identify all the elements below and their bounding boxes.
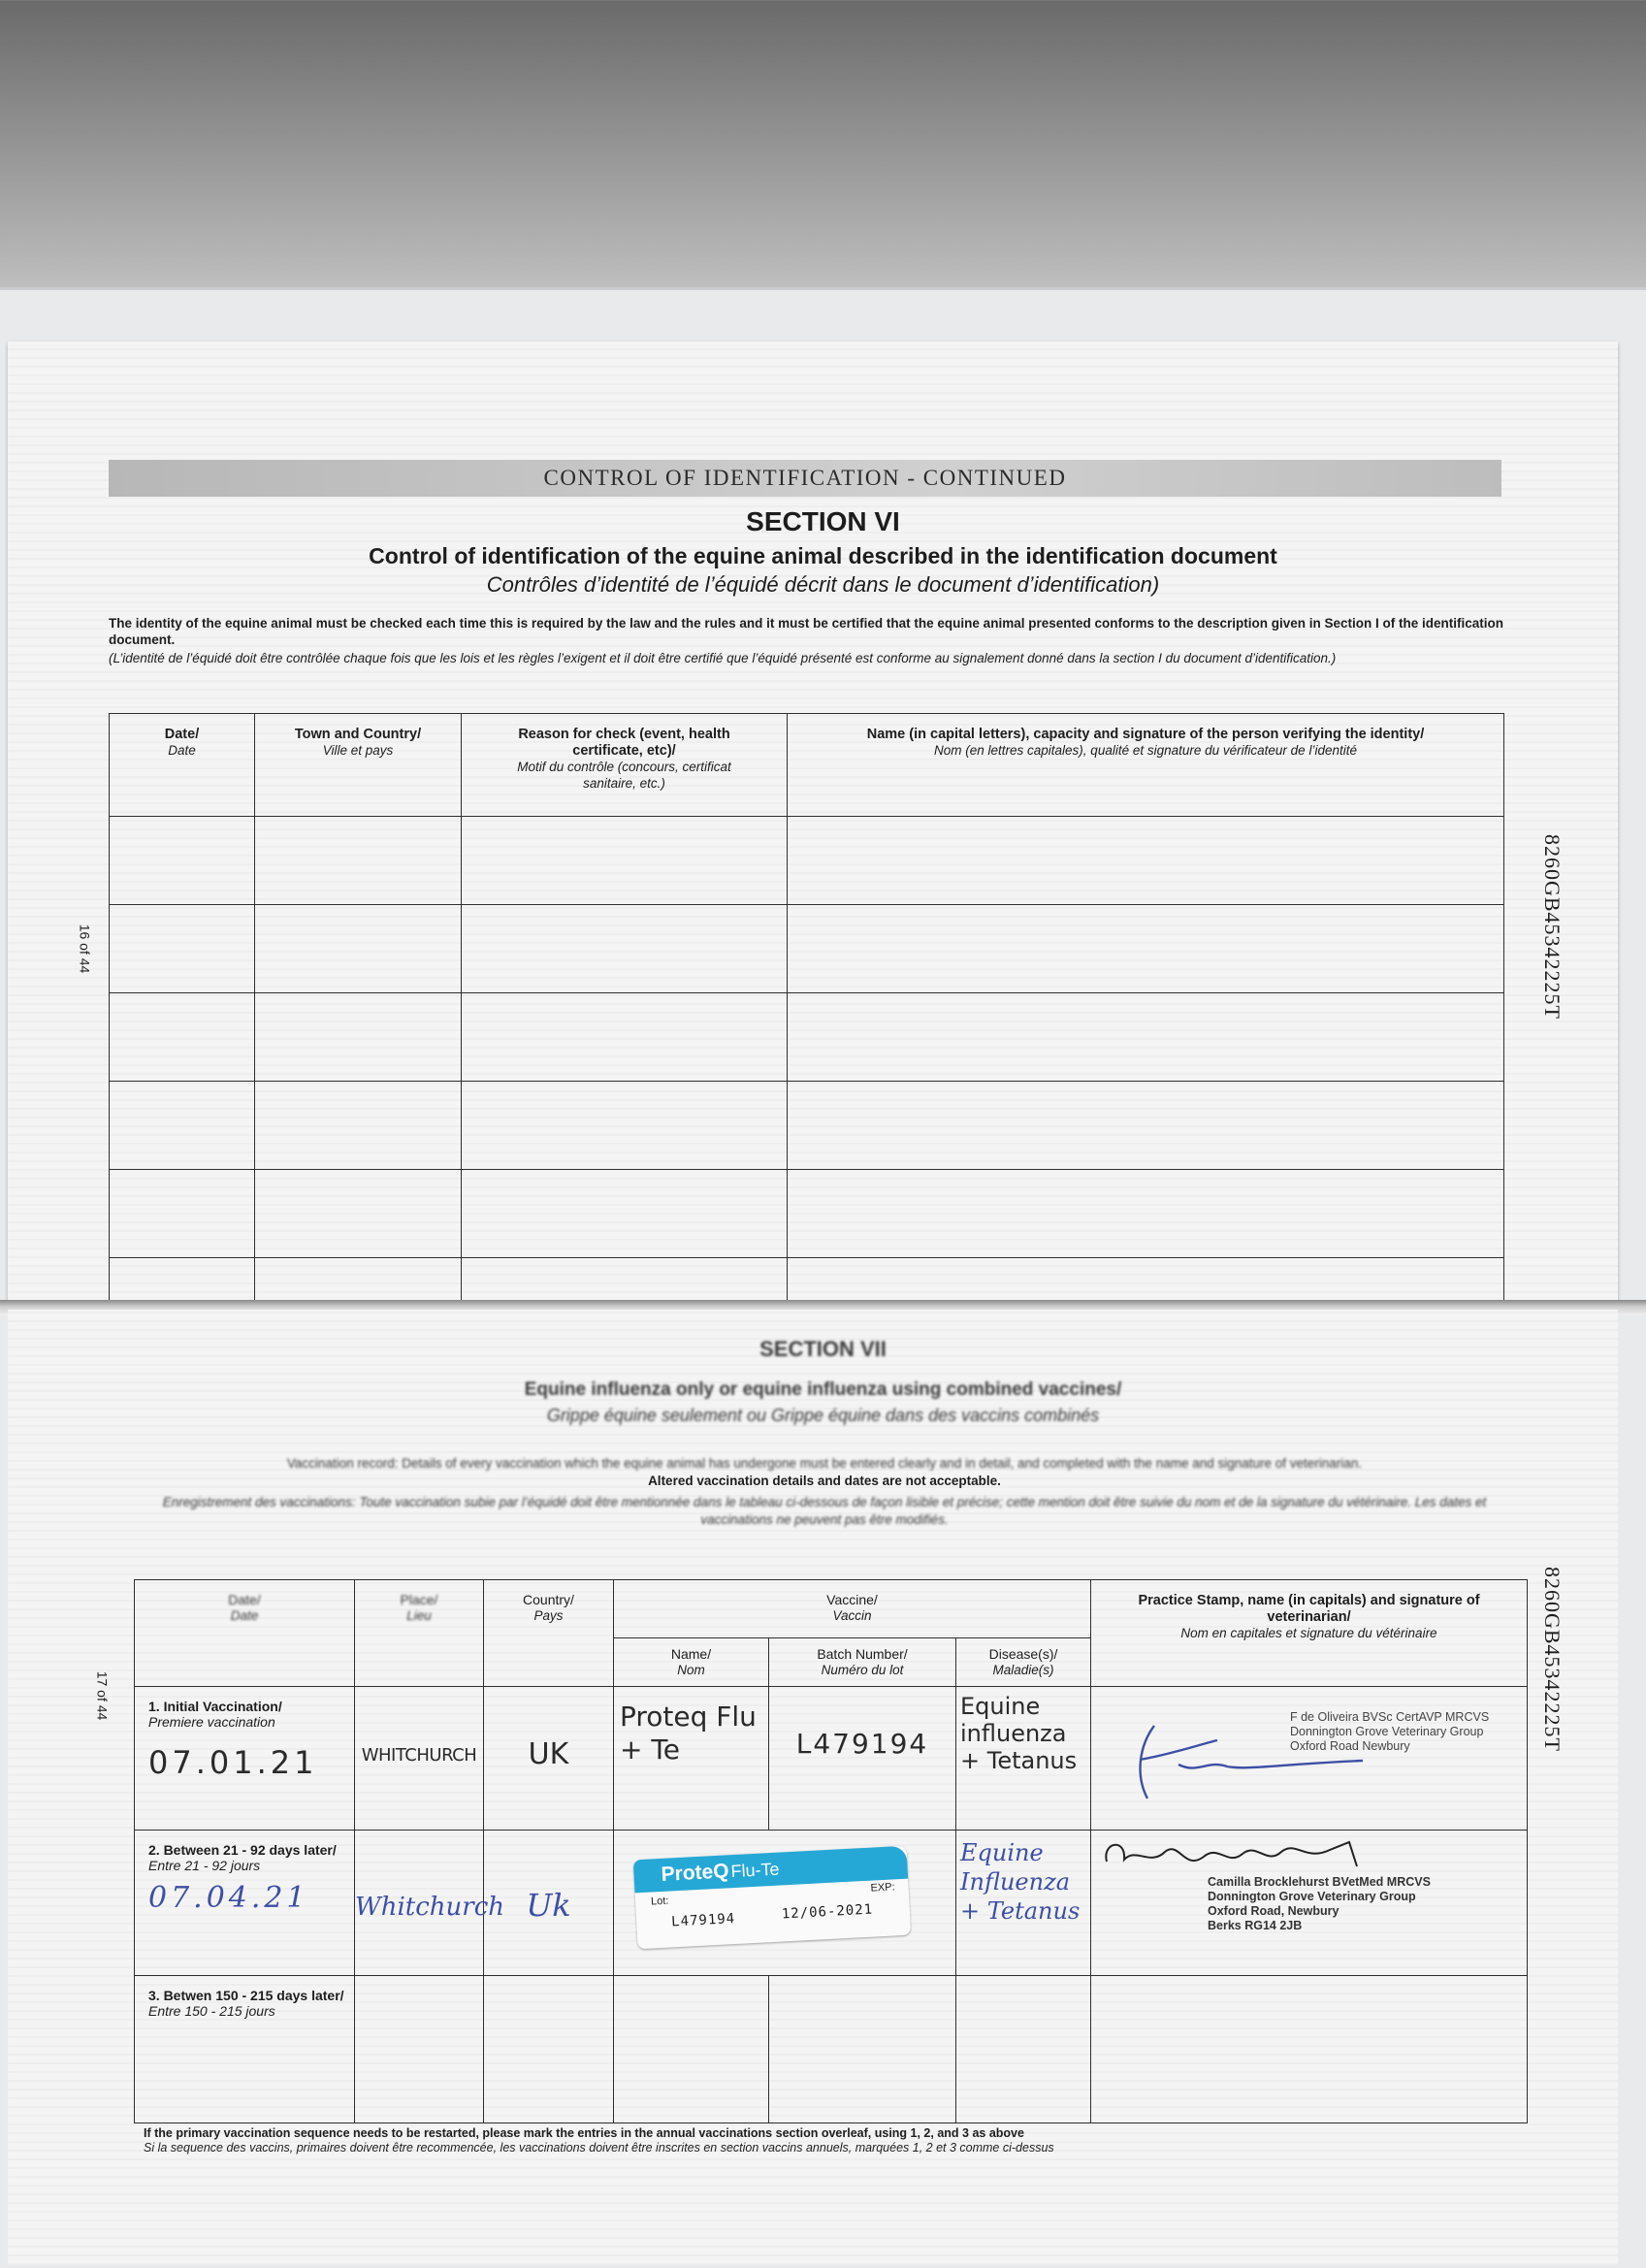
sticker-brand: ProteQ (661, 1860, 730, 1886)
table-cell[interactable] (462, 817, 788, 905)
vaccination-note-fr: Enregistrement des vaccinations: Toute vaccination subie par l’équidé doit être mentionnée dans le tableau ci-dessous de façon lisible et précise; cette mention doit être suivie du nom et de la signature du vétérinaire. Les dates et vaccinations ne peuvent pas être modifiés. (162, 1495, 1487, 1527)
vet-stamp-cell[interactable] (1091, 1976, 1528, 2123)
page-number-17: 17 of 44 (94, 1670, 111, 1721)
table-cell[interactable] (255, 905, 462, 993)
table-cell[interactable] (255, 1082, 462, 1170)
sticker-lot-label: Lot: (650, 1895, 669, 1908)
vaccine-name-cell[interactable] (614, 1976, 769, 2123)
table-cell[interactable] (788, 1170, 1504, 1258)
col-reason-header: Reason for check (event, health certificate, etc)/ Motif du contrôle (concours, certificat sanitaire, etc.) (462, 714, 788, 817)
vet-stamp-2: Camilla Brocklehurst BVetMed MRCVS Donnington Grove Veterinary Group Oxford Road, Newbury Berks RG14 2JB (1208, 1875, 1431, 1932)
col-vaccine-header: Vaccine/ Vaccin (614, 1580, 1091, 1638)
footer-note-en: If the primary vaccination sequence needs to be restarted, please mark the entries in the annual vaccinations section overleaf, using 1, 2, and 3 as above (144, 2126, 1024, 2140)
table-cell[interactable] (110, 905, 255, 993)
row-third-vaccination: 3. Betwen 150 - 215 days later/ Entre 150 - 215 jours (135, 1976, 355, 2123)
col-date-header: Date/ Date (135, 1580, 355, 1687)
batch-number-cell[interactable]: L479194 (769, 1687, 956, 1831)
col-country-header: Country/ Pays (484, 1580, 614, 1687)
document-id-bottom: 8260GB45342225T (1540, 1567, 1565, 1752)
footer-note-fr: Si la sequence des vaccins, primaires doivent être recommencée, les vaccinations doivent être inscrites en section vaccins annuels, marquées 1, 2 et 3 comme ci-dessus (144, 2141, 1054, 2155)
row-second-vaccination: 2. Between 21 - 92 days later/ Entre 21 - 92 jours 07.04.21 (135, 1831, 355, 1976)
vaccine-name-cell[interactable]: Proteq Flu + Te (614, 1687, 769, 1831)
page-number-16: 16 of 44 (77, 923, 93, 974)
batch-number-cell[interactable] (769, 1976, 956, 2123)
table-cell[interactable] (462, 905, 788, 993)
section-vii-subtitle-fr: Grippe équine seulement ou Grippe équine dans des vaccins combinés (546, 1406, 1100, 1425)
table-cell[interactable] (788, 817, 1504, 905)
vet-stamp-cell[interactable] (1091, 1687, 1528, 1831)
sticker-exp-label: EXP: (870, 1881, 895, 1895)
vaccine-batch-sticker (633, 1846, 911, 1950)
table-cell[interactable] (110, 1082, 255, 1170)
table-cell[interactable] (110, 817, 255, 905)
table-cell[interactable] (255, 817, 462, 905)
col-verifier-header: Name (in capital letters), capacity and signature of the person verifying the identity/ Nom (en lettres capitales), qualité et signature du vérificateur de l’identité (788, 714, 1504, 817)
col-batch-header: Batch Number/ Numéro du lot (769, 1638, 956, 1687)
table-cell[interactable] (788, 1082, 1504, 1170)
sticker-lot-value: L479194 (670, 1911, 736, 1930)
section-vii-title: SECTION VII (759, 1337, 887, 1361)
table-cell[interactable] (255, 1258, 462, 1301)
document-id-top: 8260GB45342225T (1540, 834, 1565, 1020)
place-cell[interactable]: WHITCHURCH (355, 1687, 484, 1831)
table-cell[interactable] (255, 1170, 462, 1258)
section-vi-subtitle-en: Control of identification of the equine animal described in the identification document (369, 543, 1277, 568)
disease-cell[interactable]: Equine Influenza + Tetanus (956, 1831, 1091, 1976)
table-cell[interactable] (255, 993, 462, 1082)
table-cell[interactable] (462, 993, 788, 1082)
disease-cell[interactable] (956, 1976, 1091, 2123)
col-name-header: Name/ Nom (614, 1638, 769, 1687)
vaccination-note-en: Vaccination record: Details of every vaccination which the equine animal has undergone must be entered clearly and in detail, and completed with the name and signature of veterinarian. (286, 1456, 1363, 1471)
section-vi-title: SECTION VI (746, 506, 900, 536)
col-place-header: Place/ Lieu (355, 1580, 484, 1687)
table-cell[interactable] (110, 1170, 255, 1258)
table-cell[interactable] (462, 1082, 788, 1170)
table-cell[interactable] (110, 1258, 255, 1301)
table-cell[interactable] (462, 1258, 788, 1301)
col-vet-header: Practice Stamp, name (in capitals) and signature of veterinarian/ Nom en capitales et signature du vétérinaire (1091, 1580, 1528, 1687)
section-banner: CONTROL OF IDENTIFICATION - CONTINUED (109, 460, 1501, 497)
country-cell[interactable] (484, 1976, 614, 2123)
sticker-exp-value: 12/06-2021 (781, 1901, 874, 1923)
col-town-header: Town and Country/ Ville et pays (255, 714, 462, 817)
vaccination-date[interactable]: 07.01.21 (148, 1744, 318, 1781)
section-vi-subtitle-fr: Contrôles d’identité de l’équidé décrit dans le document d’identification) (486, 572, 1160, 597)
intro-text-en: The identity of the equine animal must be checked each time this is required by the law and the rules and it must be certified that the equine animal presented conforms to the description given in Section I of the identification document. (109, 616, 1504, 647)
disease-cell[interactable]: Equine influenza + Tetanus (956, 1687, 1091, 1831)
vet-stamp-1: F de Oliveira BVSc CertAVP MRCVS Donnington Grove Veterinary Group Oxford Road Newbury (1290, 1710, 1490, 1753)
section-vii-subtitle-en: Equine influenza only or equine influenza using combined vaccines/ (524, 1379, 1122, 1400)
identification-check-table (109, 713, 1504, 1301)
table-cell[interactable] (788, 993, 1504, 1082)
intro-text-fr: (L’identité de l’équidé doit être contrôlée chaque fois que les lois et les règles l’exigent et il doit être certifié que l’équidé présenté est conforme au signalement donné dans la section I du document d’identification.) (109, 651, 1337, 665)
sticker-product: Flu-Te (730, 1859, 780, 1881)
row-initial-vaccination: 1. Initial Vaccination/ Premiere vaccination 07.01.21 (135, 1687, 355, 1831)
col-date-header: Date/ Date (110, 714, 255, 817)
vet-stamp-cell[interactable] (1091, 1831, 1528, 1976)
place-cell[interactable] (355, 1976, 484, 2123)
signature-mark (1097, 1832, 1407, 1881)
col-disease-header: Disease(s)/ Maladie(s) (956, 1638, 1091, 1687)
table-cell[interactable] (788, 1258, 1504, 1301)
country-cell[interactable]: Uk (484, 1831, 614, 1976)
table-cell[interactable] (462, 1170, 788, 1258)
table-cell[interactable] (110, 993, 255, 1082)
table-cell[interactable] (788, 905, 1504, 993)
country-cell[interactable]: UK (484, 1687, 614, 1831)
vaccination-date[interactable]: 07.04.21 (148, 1881, 309, 1915)
place-cell[interactable]: Whitchurch (355, 1831, 484, 1976)
vaccination-note-altered: Altered vaccination details and dates are not acceptable. (648, 1474, 1001, 1488)
